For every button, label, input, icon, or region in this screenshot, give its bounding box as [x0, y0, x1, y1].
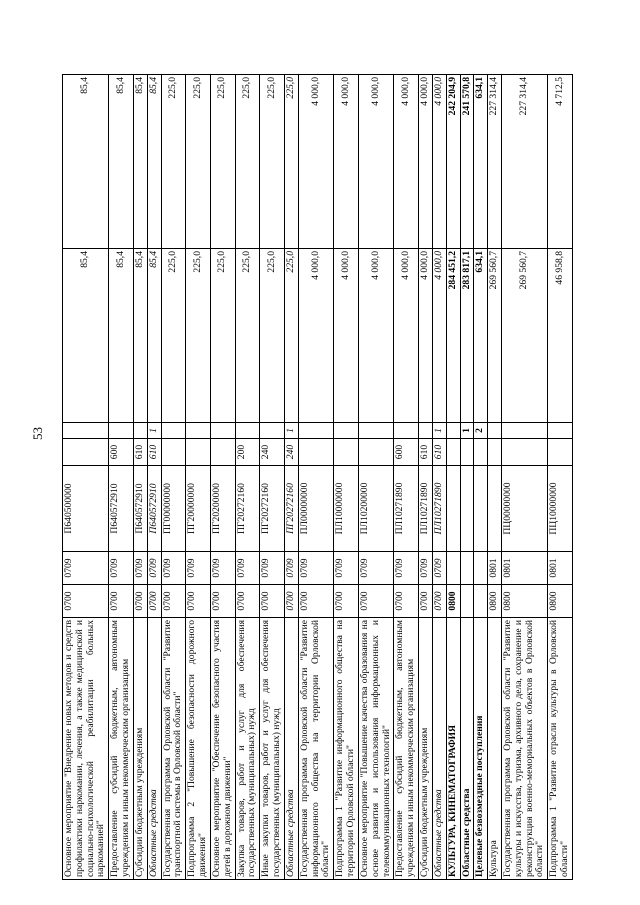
- amount-year-1: 4 000,0: [298, 249, 333, 423]
- amount-year-1: 225,0: [161, 249, 186, 423]
- section-code: 0700: [260, 585, 285, 618]
- amount-year-1: 46 958,8: [548, 249, 573, 423]
- row-name: Областные средства: [460, 618, 474, 880]
- amount-year-2: 225,0: [260, 75, 285, 249]
- funding-source-code: 1: [460, 423, 474, 439]
- row-name: Основное мероприятие "Повышение качества образования на основе развития и использования информационных и телекоммуникационных технологий": [358, 618, 393, 880]
- expense-type-code: [358, 439, 393, 466]
- section-code: 0800: [488, 585, 502, 618]
- funding-source-code: 1: [147, 423, 161, 439]
- amount-year-1: 4 000,0: [334, 249, 359, 423]
- expense-type-code: [334, 439, 359, 466]
- amount-year-1: 4 000,0: [358, 249, 393, 423]
- subsection-code: 0709: [133, 552, 147, 585]
- subsection-code: 0709: [63, 552, 109, 585]
- table-row: [394, 75, 419, 880]
- row-name: Государственная программа Орловской области "Развитие транспортной системы в Орловской области": [161, 618, 186, 880]
- table-row: [147, 75, 161, 880]
- section-code: 0700: [298, 585, 333, 618]
- amount-year-2: 85,4: [147, 75, 161, 249]
- target-article-code: ПЦ10000000: [548, 466, 573, 552]
- funding-source-code: [260, 423, 285, 439]
- section-code: 0700: [161, 585, 186, 618]
- amount-year-2: 4 000,0: [419, 75, 433, 249]
- row-name: Целевые безвозмездные поступления: [474, 618, 488, 880]
- subsection-code: 0709: [210, 552, 235, 585]
- amount-year-2: 225,0: [235, 75, 260, 249]
- table-row: [501, 75, 547, 880]
- amount-year-1: 225,0: [260, 249, 285, 423]
- expense-type-code: [474, 439, 488, 466]
- target-article-code: ПГ20272160: [235, 466, 260, 552]
- subsection-code: 0709: [334, 552, 359, 585]
- funding-source-code: [501, 423, 547, 439]
- table-row: [358, 75, 393, 880]
- amount-year-2: 85,4: [109, 75, 134, 249]
- amount-year-2: 85,4: [63, 75, 109, 249]
- funding-source-code: [548, 423, 573, 439]
- table-row: [446, 75, 460, 880]
- expense-type-code: [298, 439, 333, 466]
- budget-table-container: [62, 75, 620, 880]
- section-code: 0700: [147, 585, 161, 618]
- amount-year-2: 4 712,5: [548, 75, 573, 249]
- expense-type-code: [186, 439, 211, 466]
- row-name: Подпрограмма 1 "Развитие информационного общества на территории Орловской области": [334, 618, 359, 880]
- target-article-code: ПЛ10000000: [334, 466, 359, 552]
- subsection-code: [460, 552, 474, 585]
- row-name: Субсидии бюджетным учреждениям: [419, 618, 433, 880]
- amount-year-2: 4 000,0: [432, 75, 446, 249]
- row-name: КУЛЬТУРА, КИНЕМАТОГРАФИЯ: [446, 618, 460, 880]
- subsection-code: 0709: [260, 552, 285, 585]
- funding-source-code: [419, 423, 433, 439]
- section-code: [460, 585, 474, 618]
- expense-type-code: 610: [419, 439, 433, 466]
- subsection-code: 0709: [147, 552, 161, 585]
- subsection-code: 0801: [488, 552, 502, 585]
- expense-type-code: [501, 439, 547, 466]
- target-article-code: ПГ20272160: [260, 466, 285, 552]
- target-article-code: ПГ20200000: [210, 466, 235, 552]
- amount-year-1: 85,4: [133, 249, 147, 423]
- row-name: Субсидии бюджетным учреждениям: [133, 618, 147, 880]
- target-article-code: ПГ00000000: [161, 466, 186, 552]
- funding-source-code: [186, 423, 211, 439]
- target-article-code: ПЛ10200000: [358, 466, 393, 552]
- amount-year-2: 241 570,8: [460, 75, 474, 249]
- amount-year-1: 85,4: [63, 249, 109, 423]
- target-article-code: П640500000: [63, 466, 109, 552]
- amount-year-2: 225,0: [161, 75, 186, 249]
- funding-source-code: [109, 423, 134, 439]
- target-article-code: [460, 466, 474, 552]
- expense-type-code: 600: [394, 439, 419, 466]
- subsection-code: 0801: [548, 552, 573, 585]
- page-number: 53: [30, 427, 45, 440]
- amount-year-1: 284 451,2: [446, 249, 460, 423]
- amount-year-1: 283 817,1: [460, 249, 474, 423]
- target-article-code: ПЛ10271890: [432, 466, 446, 552]
- table-row: [460, 75, 474, 880]
- expense-type-code: 610: [133, 439, 147, 466]
- amount-year-1: 225,0: [235, 249, 260, 423]
- row-name: Государственная программа Орловской области "Развитие культуры и искусства, туризма, архивного дела, сохранение и реконструкция военно-мемориальных объектов в Орловской области": [501, 618, 547, 880]
- subsection-code: 0709: [284, 552, 298, 585]
- row-name: Областные средства: [147, 618, 161, 880]
- target-article-code: ПЦ00000000: [501, 466, 547, 552]
- funding-source-code: 1: [432, 423, 446, 439]
- table-row: [210, 75, 235, 880]
- table-row: [109, 75, 134, 880]
- row-name: Иные закупки товаров, работ и услуг для обеспечения государственных (муниципальных) нужд: [260, 618, 285, 880]
- subsection-code: 0709: [186, 552, 211, 585]
- expense-type-code: [548, 439, 573, 466]
- row-name: Закупка товаров, работ и услуг для обеспечения государственных (муниципальных) нужд: [235, 618, 260, 880]
- amount-year-2: 4 000,0: [394, 75, 419, 249]
- section-code: 0700: [210, 585, 235, 618]
- funding-source-code: 2: [474, 423, 488, 439]
- subsection-code: 0709: [419, 552, 433, 585]
- table-body: [63, 75, 573, 880]
- table-row: [161, 75, 186, 880]
- amount-year-1: 634,1: [474, 249, 488, 423]
- subsection-code: [474, 552, 488, 585]
- row-name: Предоставление субсидий бюджетным, автономным учреждениям и иным некоммерческим организациям: [394, 618, 419, 880]
- amount-year-2: 4 000,0: [334, 75, 359, 249]
- target-article-code: П640572910: [133, 466, 147, 552]
- expense-type-code: 200: [235, 439, 260, 466]
- table-row: [63, 75, 109, 880]
- subsection-code: 0709: [358, 552, 393, 585]
- target-article-code: [446, 466, 460, 552]
- table-row: [548, 75, 573, 880]
- expense-type-code: [460, 439, 474, 466]
- table-row: [419, 75, 433, 880]
- expense-type-code: [210, 439, 235, 466]
- amount-year-2: 225,0: [210, 75, 235, 249]
- table-row: [260, 75, 285, 880]
- target-article-code: [488, 466, 502, 552]
- budget-table: [62, 74, 573, 880]
- target-article-code: П640572910: [147, 466, 161, 552]
- amount-year-1: 269 560,7: [501, 249, 547, 423]
- expense-type-code: 610: [147, 439, 161, 466]
- amount-year-2: 4 000,0: [298, 75, 333, 249]
- section-code: 0700: [394, 585, 419, 618]
- table-row: [284, 75, 298, 880]
- subsection-code: 0709: [109, 552, 134, 585]
- target-article-code: П640572910: [109, 466, 134, 552]
- funding-source-code: 1: [284, 423, 298, 439]
- amount-year-1: 225,0: [186, 249, 211, 423]
- subsection-code: 0709: [161, 552, 186, 585]
- amount-year-2: 634,1: [474, 75, 488, 249]
- target-article-code: ПГ20272160: [284, 466, 298, 552]
- row-name: Областные средства: [432, 618, 446, 880]
- section-code: 0700: [419, 585, 433, 618]
- amount-year-1: 85,4: [109, 249, 134, 423]
- subsection-code: 0709: [235, 552, 260, 585]
- expense-type-code: 600: [109, 439, 134, 466]
- subsection-code: 0709: [432, 552, 446, 585]
- subsection-code: 0709: [298, 552, 333, 585]
- table-row: [432, 75, 446, 880]
- section-code: 0700: [284, 585, 298, 618]
- section-code: 0700: [109, 585, 134, 618]
- section-code: 0700: [432, 585, 446, 618]
- funding-source-code: [133, 423, 147, 439]
- funding-source-code: [446, 423, 460, 439]
- amount-year-1: 4 000,0: [394, 249, 419, 423]
- row-name: Основное мероприятие "Внедрение новых методов и средств профилактики наркомании, лечения, а также медицинской и социально-психологической реабилитации больных наркоманией": [63, 618, 109, 880]
- table-row: [474, 75, 488, 880]
- amount-year-2: 225,0: [186, 75, 211, 249]
- funding-source-code: [358, 423, 393, 439]
- row-name: Областные средства: [284, 618, 298, 880]
- amount-year-2: 225,0: [284, 75, 298, 249]
- target-article-code: ПЛ00000000: [298, 466, 333, 552]
- expense-type-code: 240: [284, 439, 298, 466]
- amount-year-2: 242 204,9: [446, 75, 460, 249]
- section-code: 0700: [133, 585, 147, 618]
- target-article-code: ПГ20000000: [186, 466, 211, 552]
- section-code: 0700: [358, 585, 393, 618]
- funding-source-code: [161, 423, 186, 439]
- target-article-code: ПЛ10271890: [394, 466, 419, 552]
- subsection-code: [446, 552, 460, 585]
- table-row: [133, 75, 147, 880]
- table-row: [298, 75, 333, 880]
- section-code: 0700: [63, 585, 109, 618]
- amount-year-2: 4 000,0: [358, 75, 393, 249]
- expense-type-code: 610: [432, 439, 446, 466]
- expense-type-code: [161, 439, 186, 466]
- row-name: Подпрограмма 2 "Повышение безопасности дорожного движения": [186, 618, 211, 880]
- funding-source-code: [394, 423, 419, 439]
- amount-year-1: 225,0: [284, 249, 298, 423]
- section-code: 0700: [235, 585, 260, 618]
- target-article-code: ПЛ10271890: [419, 466, 433, 552]
- section-code: 0800: [501, 585, 547, 618]
- amount-year-1: 225,0: [210, 249, 235, 423]
- section-code: 0700: [334, 585, 359, 618]
- expense-type-code: 240: [260, 439, 285, 466]
- row-name: Культура: [488, 618, 502, 880]
- amount-year-1: 85,4: [147, 249, 161, 423]
- table-row: [235, 75, 260, 880]
- funding-source-code: [210, 423, 235, 439]
- expense-type-code: [446, 439, 460, 466]
- expense-type-code: [63, 439, 109, 466]
- funding-source-code: [334, 423, 359, 439]
- funding-source-code: [235, 423, 260, 439]
- section-code: 0800: [446, 585, 460, 618]
- row-name: Подпрограмма 1 "Развитие отрасли культуры в Орловской области": [548, 618, 573, 880]
- row-name: Основное мероприятие "Обеспечение безопасного участия детей в дорожном движении": [210, 618, 235, 880]
- section-code: 0800: [548, 585, 573, 618]
- amount-year-2: 85,4: [133, 75, 147, 249]
- section-code: 0700: [186, 585, 211, 618]
- funding-source-code: [63, 423, 109, 439]
- subsection-code: 0801: [501, 552, 547, 585]
- amount-year-2: 227 314,4: [488, 75, 502, 249]
- expense-type-code: [488, 439, 502, 466]
- table-row: [488, 75, 502, 880]
- subsection-code: 0709: [394, 552, 419, 585]
- amount-year-1: 269 560,7: [488, 249, 502, 423]
- table-row: [334, 75, 359, 880]
- funding-source-code: [298, 423, 333, 439]
- amount-year-1: 4 000,0: [432, 249, 446, 423]
- row-name: Предоставление субсидий бюджетным, автономным учреждениям и иным некоммерческим организациям: [109, 618, 134, 880]
- target-article-code: [474, 466, 488, 552]
- section-code: [474, 585, 488, 618]
- amount-year-1: 4 000,0: [419, 249, 433, 423]
- table-row: [186, 75, 211, 880]
- funding-source-code: [488, 423, 502, 439]
- row-name: Государственная программа Орловской области "Развитие информационного общества на территории Орловской области": [298, 618, 333, 880]
- amount-year-2: 227 314,4: [501, 75, 547, 249]
